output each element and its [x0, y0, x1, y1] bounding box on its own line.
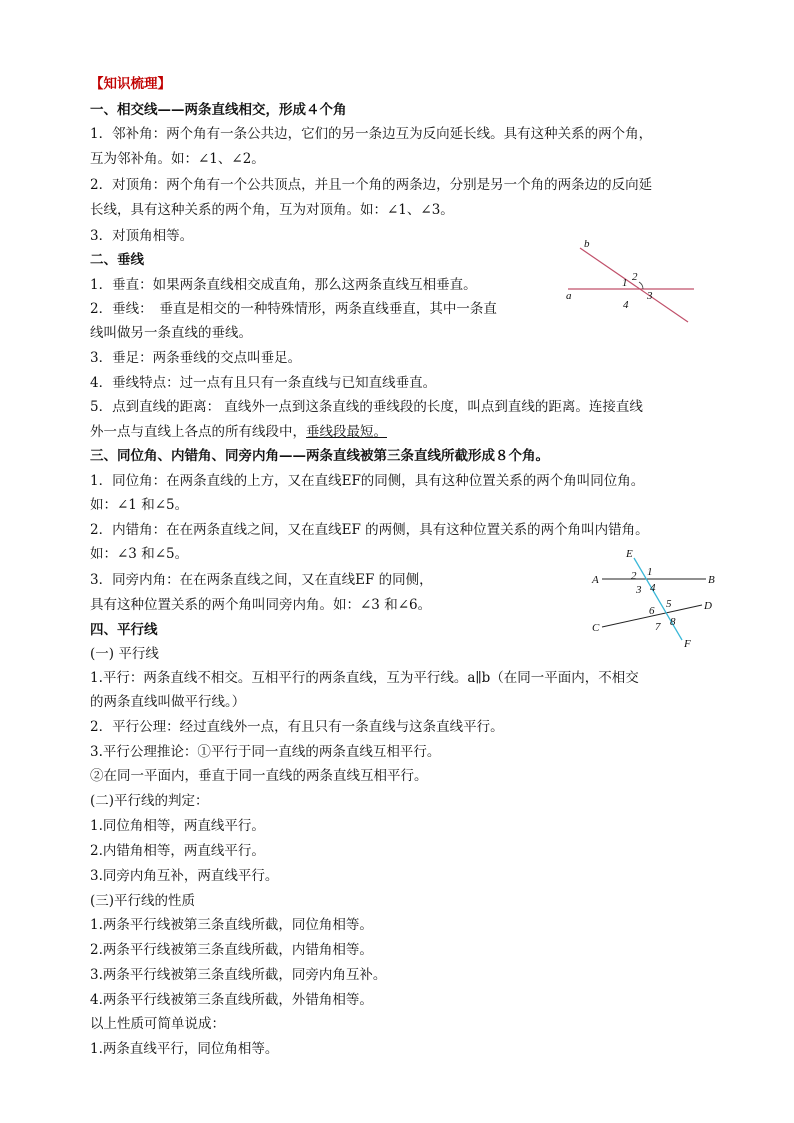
text-line: 3．垂足：两条垂线的交点叫垂足。	[90, 350, 302, 366]
transversal-figure	[590, 548, 720, 650]
label-angle-1: 1	[622, 277, 628, 289]
text-line: 1.同位角相等，两直线平行。	[90, 818, 265, 834]
section-4-title: 四、平行线	[90, 622, 158, 638]
text-line: 长线，具有这种关系的两个角，互为对顶角。如：∠1、∠3。	[90, 202, 454, 218]
label-angle-2: 2	[632, 271, 638, 283]
label-A: A	[592, 574, 599, 586]
label-angle-5: 5	[666, 598, 672, 610]
section-3-title: 三、同位角、内错角、同旁内角——两条直线被第三条直线所截形成８个角。	[90, 448, 549, 464]
text-line: 2．对顶角：两个角有一个公共顶点，并且一个角的两条边，分别是另一个角的两条边的反向延	[90, 177, 653, 193]
label-C: C	[592, 622, 600, 634]
underlined-text: 垂线段最短。	[306, 424, 387, 440]
label-E: E	[626, 548, 633, 560]
label-angle-6: 6	[649, 605, 655, 617]
text-line: 如：∠1 和∠5。	[90, 497, 189, 513]
text-line: 3．同旁内角：在在两条直线之间，又在直线EF 的同侧，	[90, 572, 433, 588]
text-line: 5．点到直线的距离： 直线外一点到这条直线的垂线段的长度，叫点到直线的距离。连接直线	[90, 399, 643, 415]
text-line: 互为邻补角。如：∠1、∠2。	[90, 151, 265, 167]
label-B: B	[708, 574, 715, 586]
text-line: 1.两条直线平行，同位角相等。	[90, 1041, 279, 1057]
text-line: 2．垂线： 垂直是相交的一种特殊情形，两条直线垂直，其中一条直	[90, 301, 497, 317]
text-line: 3.同旁内角互补，两直线平行。	[90, 868, 279, 884]
text-line: 线叫做另一条直线的垂线。	[90, 325, 252, 341]
text-line: 2．内错角：在在两条直线之间，又在直线EF 的两侧，具有这种位置关系的两个角叫内错角。	[90, 522, 649, 538]
label-angle-7: 7	[655, 621, 661, 633]
text-line: 3.两条平行线被第三条直线所截，同旁内角互补。	[90, 967, 387, 983]
label-angle-2: 2	[631, 570, 637, 582]
text-line: ②在同一平面内，垂直于同一直线的两条直线互相平行。	[90, 768, 428, 784]
angle-arc	[639, 282, 643, 289]
text-line: 的两条直线叫做平行线。）	[90, 694, 246, 710]
label-angle-1: 1	[647, 566, 653, 578]
text-line: (一) 平行线	[90, 646, 159, 662]
section-2-title: 二、垂线	[90, 252, 144, 268]
text-line: (三)平行线的性质	[90, 893, 196, 909]
label-angle-3: 3	[636, 584, 642, 596]
text-line: 3.平行公理推论：①平行于同一直线的两条直线互相平行。	[90, 744, 441, 760]
text-line: 1.两条平行线被第三条直线所截，同位角相等。	[90, 917, 373, 933]
text-line	[90, 422, 387, 442]
label-b: b	[584, 238, 590, 250]
text-line: 1．同位角：在两条直线的上方，又在直线EF的同侧，具有这种位置关系的两个角叫同位角。	[90, 473, 645, 489]
label-angle-4: 4	[650, 582, 656, 594]
text-segment: 外一点与直线上各点的所有线段中，	[90, 424, 306, 440]
text-line: 4．垂线特点：过一点有且只有一条直线与已知直线垂直。	[90, 375, 437, 391]
text-line: 1．邻补角：两个角有一条公共边，它们的另一条边互为反向延长线。具有这种关系的两个角，	[90, 126, 653, 142]
text-line: (二)平行线的判定：	[90, 793, 209, 809]
label-F: F	[684, 638, 691, 650]
perpendicular-lines-figure	[560, 236, 700, 326]
text-line: 1.平行：两条直线不相交。互相平行的两条直线，互为平行线。a∥b（在同一平面内，不相交	[90, 670, 639, 686]
label-a: a	[566, 290, 572, 302]
text-line: 具有这种位置关系的两个角叫同旁内角。如：∠3 和∠6。	[90, 597, 432, 613]
label-angle-4: 4	[623, 299, 629, 311]
line-b	[580, 248, 688, 322]
text-line: 如：∠3 和∠5。	[90, 546, 189, 562]
text-line: 3．对顶角相等。	[90, 228, 194, 244]
text-line: 2.两条平行线被第三条直线所截，内错角相等。	[90, 942, 373, 958]
text-line: 1．垂直：如果两条直线相交成直角，那么这两条直线互相垂直。	[90, 277, 477, 293]
label-angle-8: 8	[670, 616, 676, 628]
section-1-title: 一、相交线——两条直线相交，形成４个角	[90, 102, 347, 118]
label-angle-3: 3	[647, 290, 653, 302]
text-line: 2.内错角相等，两直线平行。	[90, 843, 265, 859]
text-line: 4.两条平行线被第三条直线所截，外错角相等。	[90, 992, 373, 1008]
text-line: 以上性质可简单说成：	[90, 1016, 225, 1032]
label-D: D	[704, 600, 712, 612]
section-header: 【知识梳理】	[90, 76, 171, 92]
text-line: 2．平行公理：经过直线外一点，有且只有一条直线与这条直线平行。	[90, 719, 504, 735]
